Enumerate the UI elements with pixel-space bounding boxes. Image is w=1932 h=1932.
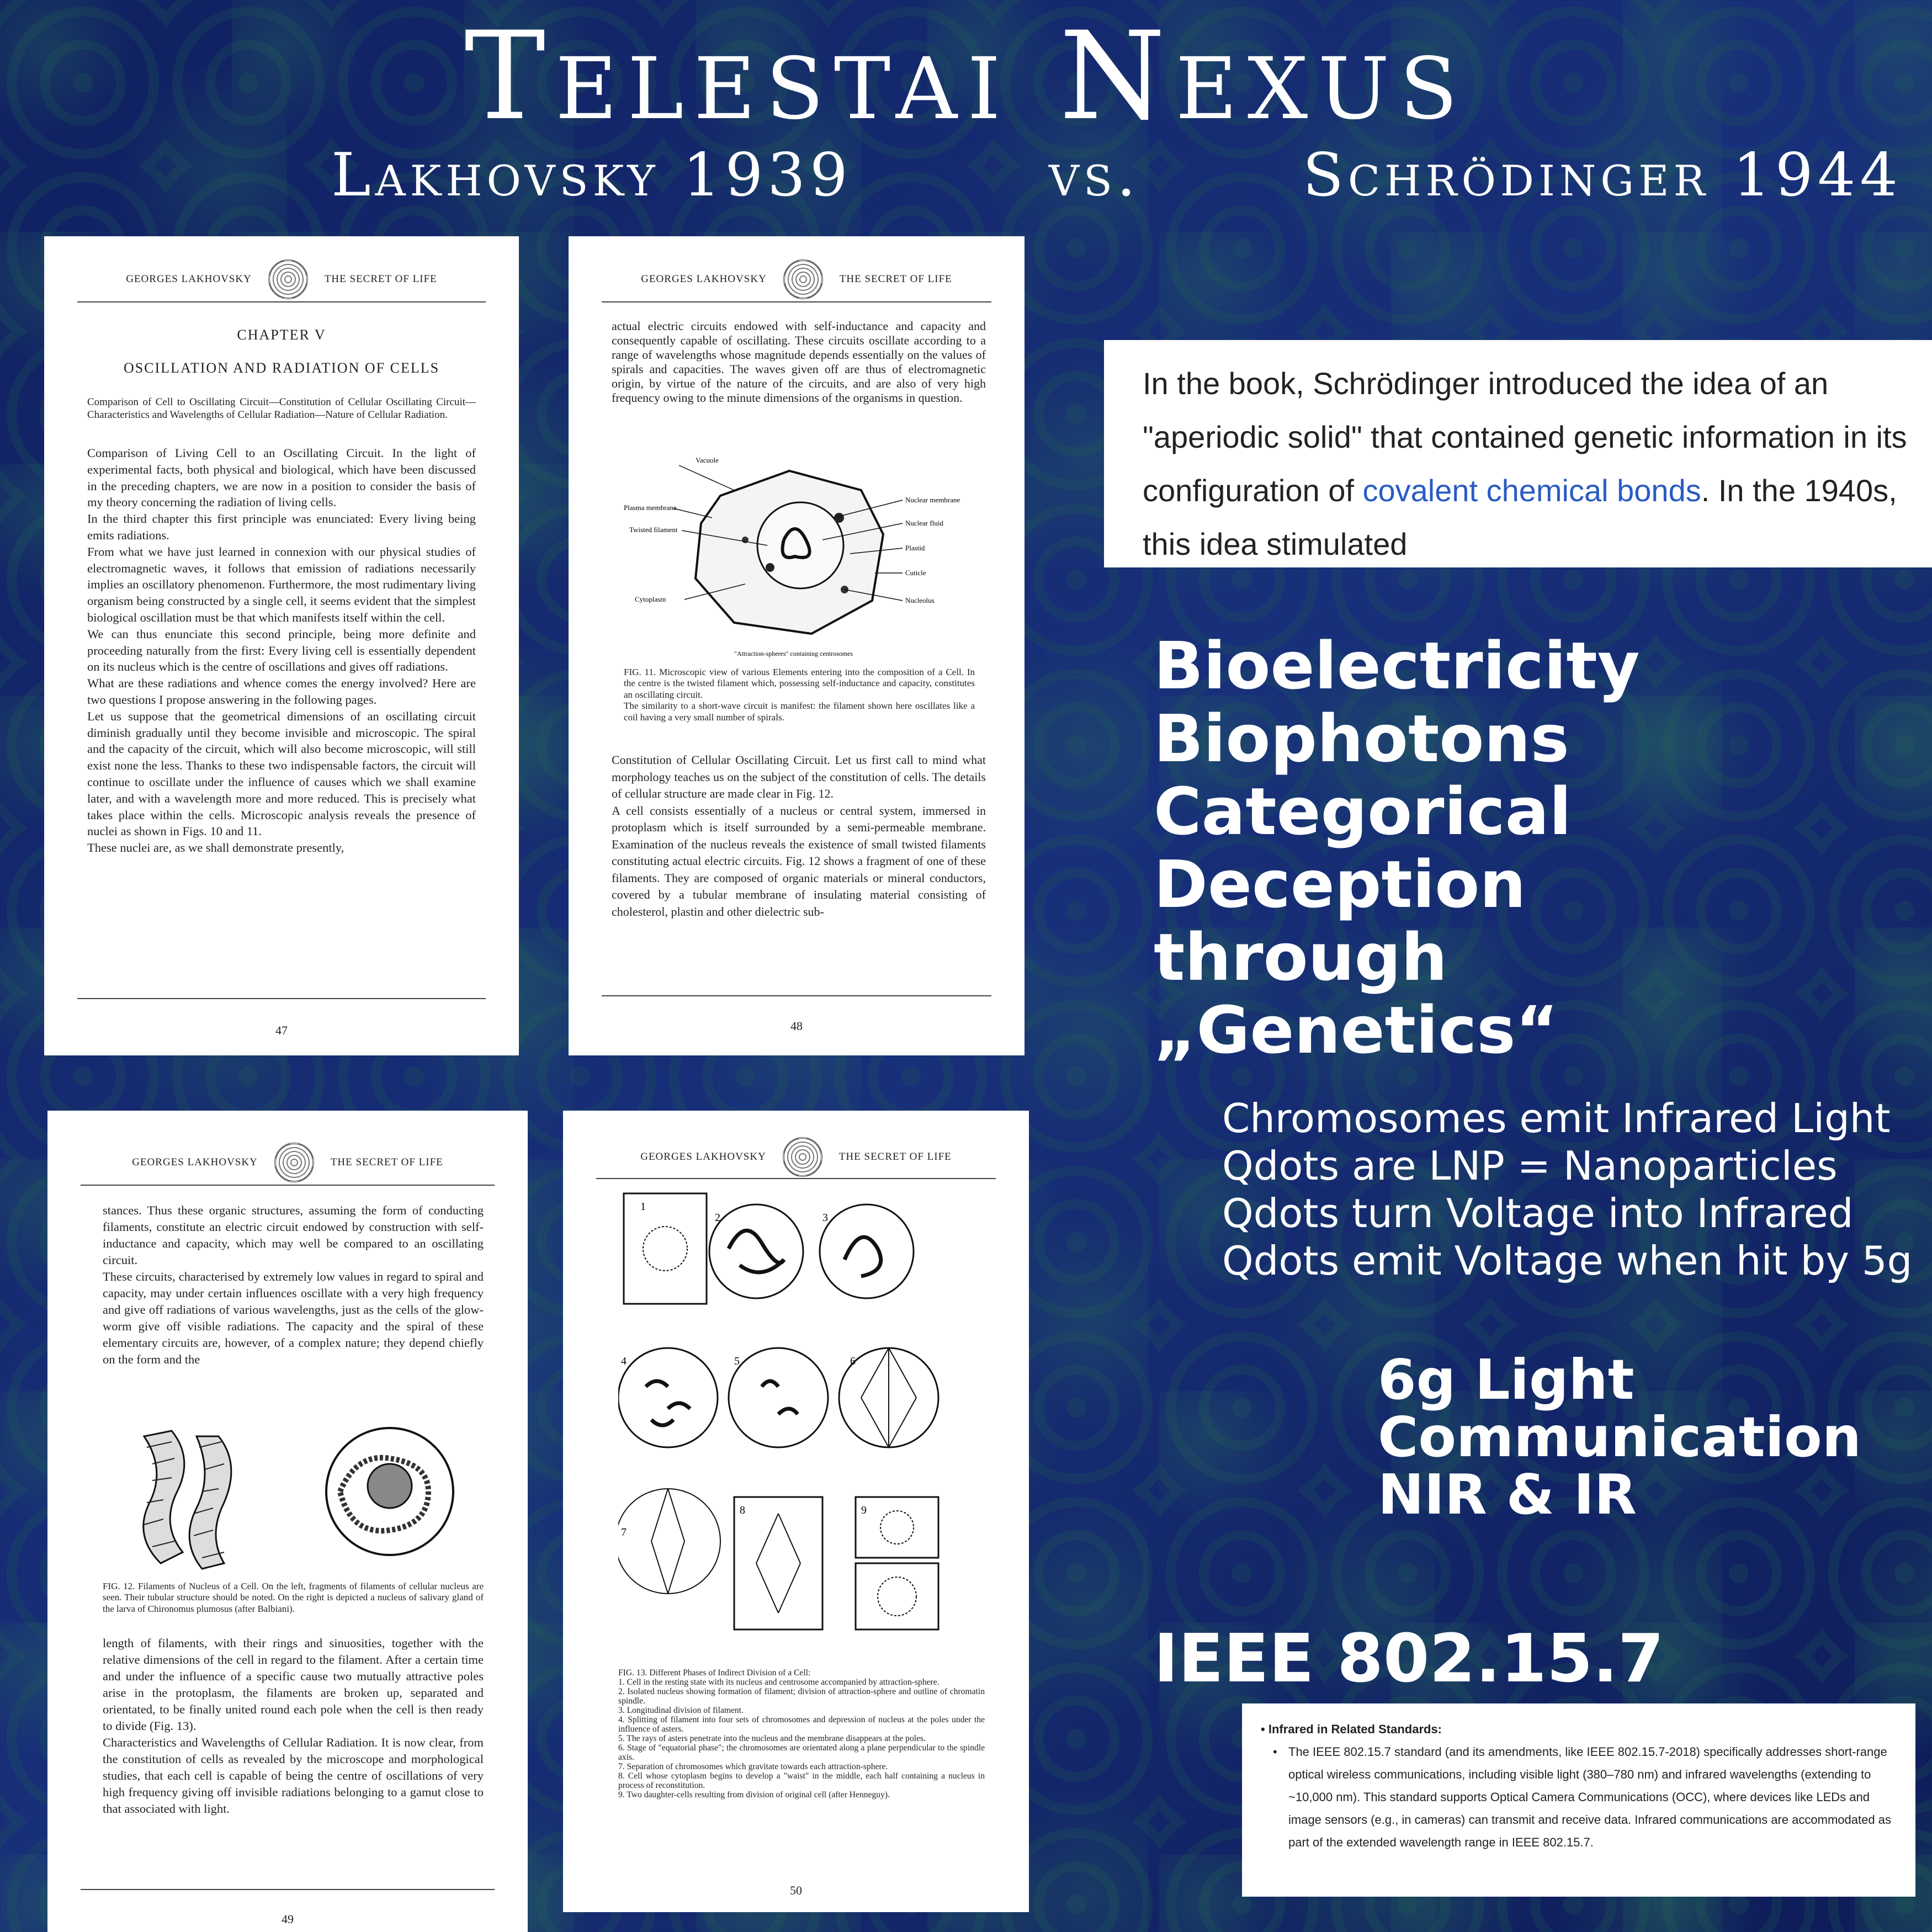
label-nuclear-fluid: Nuclear fluid xyxy=(905,519,943,527)
headline-line: Deception xyxy=(1154,846,1526,922)
divider xyxy=(602,995,991,996)
sixg-line: NIR & IR xyxy=(1378,1462,1637,1527)
divider xyxy=(77,301,486,302)
page-body-top: stances. Thus these organic structures, assuming the form of conducting filaments, constitute an electric circuit endowed by construction with self-inductance and capacity, which may well be compared to an oscillating circuit. These circuits, characterised by extremely low values in regard to spiral and capacity, may under certain influences oscillate with a very high frequency and give off radiations of various wavelengths, just as the cells of the glow-worm give off visible radiations. The capacity and the spiral of these elementary circuits are, however, of a complex nature; they depend chiefly on the form and the xyxy=(103,1203,484,1366)
cell-diagram xyxy=(624,457,977,667)
book-author: GEORGES LAKHOVSKY xyxy=(640,1151,766,1163)
headline-line: Biophotons xyxy=(1154,700,1569,777)
headline-line: through xyxy=(1154,919,1448,995)
label-nucleolus: Nucleolus xyxy=(905,596,935,604)
headline-line: Bioelectricity xyxy=(1154,628,1640,704)
claims-list xyxy=(1222,1095,1912,1285)
book-title: THE SECRET OF LIFE xyxy=(324,273,437,285)
fig-number: 7 xyxy=(621,1526,627,1538)
claim-item: Qdots emit Voltage when hit by 5g xyxy=(1222,1238,1913,1284)
page-header xyxy=(563,1137,1029,1177)
divider xyxy=(81,1185,495,1186)
divider xyxy=(596,1178,996,1179)
page-header xyxy=(569,259,1025,299)
label-plasma-membrane: Plasma membrane xyxy=(624,503,677,512)
fig-number: 6 xyxy=(850,1355,856,1367)
figure-caption: FIG. 11. Microscopic view of various Elements entering into the composition of a Cell. In the centre is the twisted filament which, possessing self-inductance and capacity, constitutes an oscillating circuit. The similarity to a short-wave circuit is manifest: the filament shown here oscillates like a coil having a very small number of spirals. xyxy=(624,667,975,723)
quote-text: In the book, Schrödinger introduced the idea of an "aperiodic solid" that contained genetic information in its configuration of xyxy=(1143,366,1907,508)
claim-item: Qdots are LNP = Nanoparticles xyxy=(1222,1143,1838,1189)
chapter-number: CHAPTER V xyxy=(237,327,326,343)
wikipedia-quote xyxy=(1104,340,1932,567)
page-number: 48 xyxy=(790,1019,803,1033)
subtitle-right: Schrödinger 1944 xyxy=(1303,141,1902,210)
book-page-47 xyxy=(44,236,519,1055)
book-author: GEORGES LAKHOVSKY xyxy=(126,273,252,285)
divider xyxy=(81,1889,495,1890)
sixg-block xyxy=(1378,1347,1861,1527)
page-body-bottom: Constitution of Cellular Oscillating Circuit. Let us first call to mind what morphology teaches us on the subject of the constitution of cells. The details of cellular structure are made clear in Fig. 12. A cell consists essentially of a nucleus or central system, immersed in protoplasm which is itself surrounded by a semi-permeable membrane. Examination of the nucleus reveals the existence of small twisted filaments constituting actual electric circuits. Fig. 12 shows a fragment of one of these filaments. They are composed of organic materials or mineral conductors, covered by a tubular membrane of insulating material consisting of cholesterol, plastin and other dielectric sub- xyxy=(612,753,986,919)
figure-caption: FIG. 12. Filaments of Nucleus of a Cell. On the left, fragments of filaments of cellular nucleus are seen. Their tubular structure should be noted. On the right is depicted a nucleus of salivary gland of the larva of Chironomus plumosus (after Balbiani). xyxy=(103,1581,484,1614)
book-logo-icon xyxy=(268,259,308,299)
fig-number: 1 xyxy=(640,1201,646,1213)
book-author: GEORGES LAKHOVSKY xyxy=(641,273,767,285)
claim-item: Chromosomes emit Infrared Light xyxy=(1222,1095,1891,1142)
fig-number: 9 xyxy=(861,1504,867,1516)
label-attraction-spheres: "Attraction-spheres" containing centrosomes xyxy=(734,650,853,657)
book-page-49 xyxy=(47,1111,528,1932)
book-logo-icon xyxy=(274,1143,314,1182)
ieee-heading: IEEE 802.15.7 xyxy=(1154,1621,1664,1697)
ieee-bullet-title: • Infrared in Related Standards: xyxy=(1261,1722,1442,1736)
fig-number: 5 xyxy=(734,1355,740,1367)
chapter-title: OSCILLATION AND RADIATION OF CELLS xyxy=(123,360,440,376)
page-number: 49 xyxy=(282,1912,294,1926)
label-cytoplasm: Cytoplasm xyxy=(635,595,666,603)
label-vacuole: Vacuole xyxy=(696,457,719,464)
fig-number: 2 xyxy=(715,1212,720,1224)
page-body-bottom: length of filaments, with their rings and sinuosities, together with the relative dimensions of the cell in regard to the filament. After a certain time and under the influence of a specific cause two mutually attractive poles arise in the protoplasm, the filaments are broken up, separated and orientated, to be finally united round each pole when the cell is then ready to divide (Fig. 13). Characteristics and Wavelengths of Cellular Radiation. It is now clear, from the constitution of cells as revealed by the microscope and morphological studies, that each cell is capable of being the centre of oscillations of very high frequency giving off invisible radiations belonging to a gamut close to that associated with light. xyxy=(103,1636,484,1816)
ieee-text: The IEEE 802.15.7 standard (and its amendments, like IEEE 802.15.7-2018) specifically addresses short-range optical wireless communications, including visible light (380–780 nm) and infrared wavelengths (extending to ~10,000 nm). This standard supports Optical Camera Communications (OCC), where devices like LEDs and image sensors (e.g., in cameras) can transmit and receive data. Infrared communications are accommodated as part of the extended wavelength range in IEEE 802.15.7. xyxy=(1288,1745,1891,1849)
quote-text-end: . In the 1940s, this idea stimulated xyxy=(1143,473,1897,561)
sixg-line: Communication xyxy=(1378,1405,1861,1469)
headline-line: „Genetics“ xyxy=(1154,992,1559,1068)
book-logo-icon xyxy=(783,259,823,299)
label-plastid: Plastid xyxy=(905,544,925,552)
book-title: THE SECRET OF LIFE xyxy=(838,1151,952,1163)
subtitle-vs: vs. xyxy=(1049,141,1140,210)
page-number: 50 xyxy=(790,1883,802,1897)
filament-illustration xyxy=(130,1425,473,1580)
subtitle-left: Lakhovsky 1939 xyxy=(331,141,852,210)
divider xyxy=(602,301,991,302)
book-author: GEORGES LAKHOVSKY xyxy=(132,1156,258,1168)
book-page-50 xyxy=(563,1111,1029,1912)
headline-line: Categorical xyxy=(1154,773,1572,850)
ieee-bullet-title-text: Infrared in Related Standards: xyxy=(1268,1722,1442,1736)
book-title: THE SECRET OF LIFE xyxy=(839,273,952,285)
book-title: THE SECRET OF LIFE xyxy=(330,1156,443,1168)
sixg-line: 6g Light xyxy=(1378,1347,1634,1412)
label-cuticle: Cuticle xyxy=(905,569,926,577)
figure-caption: FIG. 13. Different Phases of Indirect Division of a Cell: 1. Cell in the resting state with its nucleus and centrosome accompanied by attraction-sphere. 2. Isolated nucleus showing formation of filament; division of attraction-sphere and outline of chromatin spindle. 3. Longitudinal division of filament. 4. Splitting of filament into four sets of chromosomes and depression of nucleus at the poles under the influence of asters. 5. The rays of asters penetrate into the nucleus and the membrane disappears at the poles. 6. Stage of "equatorial phase"; the chromosomes are orientated along a plane perpendicular to the spindle axis. 7. Separation of chromosomes which gravitate towards each attraction-sphere. 8. Cell whose cytoplasm begins to develop a "waist" in the middle, each half containing a nucleus in process of reconstitution. 9. Two daughter-cells resulting from division of original cell (after Henneguy). xyxy=(618,1668,985,1800)
ieee-excerpt xyxy=(1242,1703,1915,1897)
fig-number: 4 xyxy=(621,1355,627,1367)
divider xyxy=(77,998,486,999)
label-twisted-filament: Twisted filament xyxy=(629,526,678,534)
book-logo-icon xyxy=(783,1137,822,1177)
claim-item: Qdots turn Voltage into Infrared xyxy=(1222,1190,1854,1236)
book-page-48 xyxy=(569,236,1025,1055)
covalent-bonds-link[interactable]: covalent chemical bonds xyxy=(1362,473,1701,508)
chapter-summary: Comparison of Cell to Oscillating Circuit—Constitution of Cellular Oscillating Circuit—Characteristics and Wavelengths of Cellular Radiation—Nature of Cellular Radiation. xyxy=(87,396,476,421)
page-body: Comparison of Living Cell to an Oscillating Circuit. In the light of experimental facts, both physical and biological, which have been discussed in the preceding chapters, we are now in a position to consider the basis of my theory concerning the radiation of living cells. In the third chapter this first principle was enunciated: Every living being emits radiations. From what we have just learned in connexion with our physical studies of electromagnetic waves, it follows that emission of radiations necessarily implies an oscillatory phenomenon. Furthermore, the most rudimentary living organism being constructed by a single cell, it seems evident that the simplest biological oscillation must be that which manifests itself within the cell. We can thus enunciate this second principle, being more definite and proceeding naturally from the first: Every living cell is essentially dependent on its nucleus which is the centre of oscillations and gives off radiations. What are these radiations and whence comes the energy involved? Here are two questions I propose answering in the following pages. Let us suppose that the geometrical dimensions of an oscillating circuit diminish gradually until they become invisible and microscopic. The spiral and the capacity of the circuit, which will also become microscopic, will still exist none the less. Thanks to these two indispensable factors, the circuit will continue to oscillate under the influence of causes which we shall examine later, and with a wavelength more and more reduced. This is precisely what takes place within the cells. Microscopic analysis reveals the presence of nuclei as shown in Figs. 10 and 11. These nuclei are, as we shall demonstrate presently, xyxy=(87,446,476,855)
fig-number: 8 xyxy=(740,1504,745,1516)
label-nuclear-membrane: Nuclear membrane xyxy=(905,496,960,504)
bullet-icon: • xyxy=(1273,1745,1277,1759)
ieee-subbullet xyxy=(1261,1740,1897,1854)
headline xyxy=(1154,629,1640,1066)
main-title: Telestai Nexus xyxy=(464,6,1468,147)
page-header xyxy=(44,259,519,299)
page-header xyxy=(47,1143,528,1182)
cell-division-figure xyxy=(618,1188,977,1674)
page-body-top: actual electric circuits endowed with self-inductance and capacity and consequently capable of oscillating. These circuits oscillate according to a range of wavelengths whose magnitude depends essentially on the values of spirals and capacities. The waves given off are thus of electromagnetic origin, by virtue of the nature of the circuits, and are also of very high frequency owing to the minute dimensions of the organisms in question. xyxy=(612,319,986,405)
page-number: 47 xyxy=(275,1023,288,1037)
fig-number: 3 xyxy=(822,1212,828,1224)
